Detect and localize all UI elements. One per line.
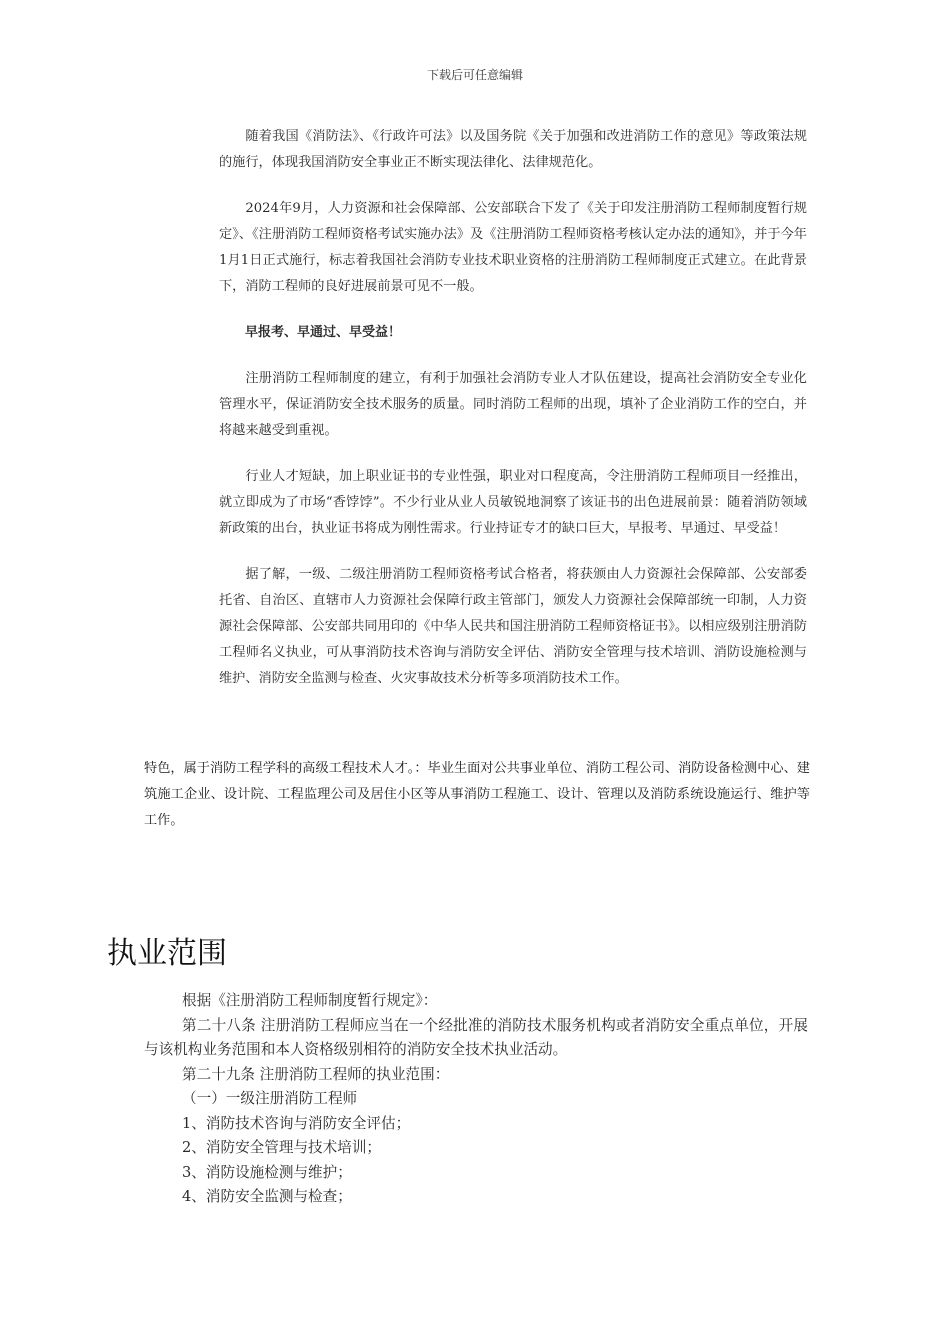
practice-scope-section: [144, 989, 808, 1210]
scope-article: 第二十八条 注册消防工程师应当在一个经批准的消防技术服务机构或者消防安全重点单位，开展与该机构业务范围和本人资格级别相符的消防安全技术执业活动。: [144, 1016, 808, 1058]
page-header: 下载后可任意编辑: [426, 68, 523, 82]
paragraph: 随着我国《消防法》、《行政许可法》以及国务院《关于加强和改进消防工作的意见》等政策法规的施行，体现我国消防安全事业正不断实现法律化、法律规范化。: [219, 129, 807, 170]
list-item: 3、消防设施检测与维护；: [182, 1163, 352, 1181]
list-item: 2、消防安全管理与技术培训；: [182, 1139, 382, 1156]
scope-subheading: （一）一级注册消防工程师: [182, 1090, 358, 1107]
paragraph: 2024年9月，人力资源和社会保障部、公安部联合下发了《关于印发注册消防工程师制度暂行规定》、《注册消防工程师资格考试实施办法》及《注册消防工程师资格考核认定办法的通知》，并于今年1月1日正式施行，标志着我国社会消防专业技术职业资格的注册消防工程师制度正式建立。在此背景下，消防工程师的良好进展前景可见不一般。: [219, 201, 807, 294]
intro-section: [219, 124, 807, 712]
paragraph: 注册消防工程师制度的建立，有利于加强社会消防专业人才队伍建设，提高社会消防安全专业化管理水平，保证消防安全技术服务的质量。同时消防工程师的出现，填补了企业消防工作的空白，并将越来越受到重视。: [219, 371, 807, 438]
graduate-paragraph: 特色，属于消防工程学科的高级工程技术人才。：毕业生面对公共事业单位、消防工程公司、消防设备检测中心、建筑施工企业、设计院、工程监理公司及居住小区等从事消防工程施工、设计、管理以及消防系统设施运行、维护等工作。: [144, 761, 810, 828]
slogan: 早报考、早通过、早受益！: [245, 325, 402, 340]
list-item: 4、消防安全监测与检查；: [182, 1188, 352, 1205]
scope-line: 第二十九条 注册消防工程师的执业范围：: [182, 1065, 450, 1083]
list-item: 1、消防技术咨询与消防安全评估；: [182, 1114, 411, 1132]
paragraph: 行业人才短缺，加上职业证书的专业性强，职业对口程度高，令注册消防工程师项目一经推出，就立即成为了市场“香饽饽”。不少行业从业人员敏锐地洞察了该证书的出色进展前景：随着消防领域新政策的出台，执业证书将成为刚性需求。行业持证专才的缺口巨大，早报考、早通过、早受益！: [219, 469, 807, 536]
scope-line: 根据《注册消防工程师制度暂行规定》：: [182, 992, 438, 1009]
paragraph: 据了解，一级、二级注册消防工程师资格考试合格者，将获颁由人力资源社会保障部、公安部委托省、自治区、直辖市人力资源社会保障行政主管部门，颁发人力资源社会保障部统一印制，人力资源社会保障部、公安部共同用印的《中华人民共和国注册消防工程师资格证书》。以相应级别注册消防工程师名义执业，可从事消防技术咨询与消防安全评估、消防安全管理与技术培训、消防设施检测与维护、消防安全监测与检查、火灾事故技术分析等多项消防技术工作。: [219, 567, 807, 686]
section-heading: 执业范围: [107, 936, 227, 971]
